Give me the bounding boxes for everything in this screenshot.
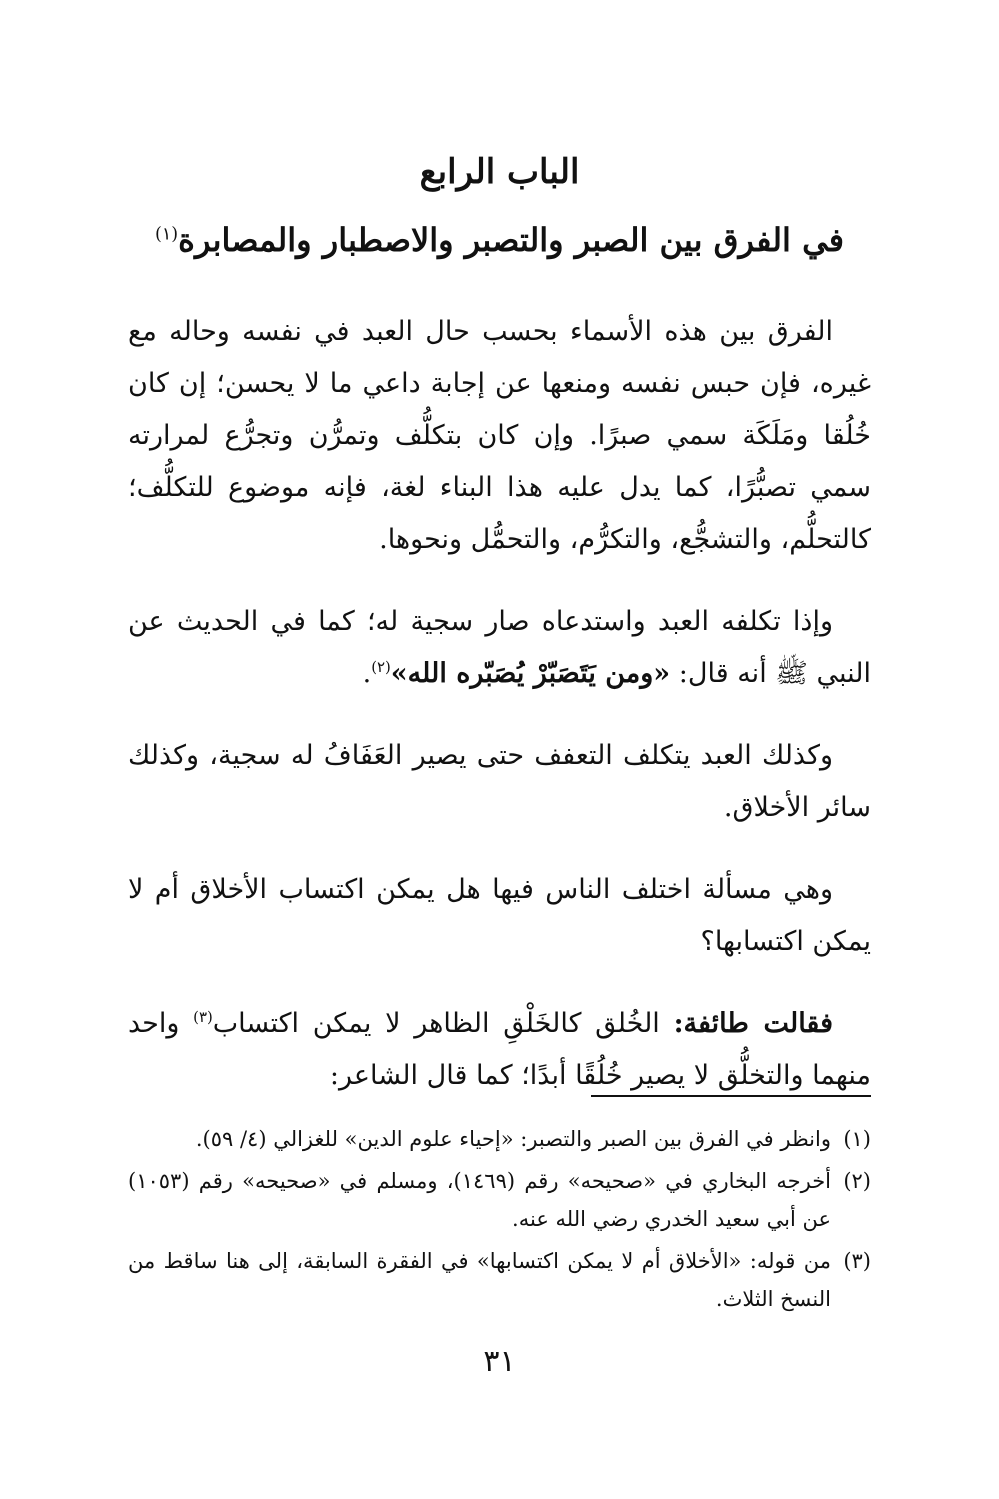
footnote-3	[128, 1242, 871, 1318]
footnote-number: (٣)	[843, 1249, 871, 1273]
footnote-ref-3[interactable]: (٣)	[193, 1008, 213, 1026]
footnote-divider	[591, 1095, 871, 1097]
footnote-text: وانظر في الفرق بين الصبر والتصبر: «إحياء علوم الدين» للغزالي (٤/ ٥٩).	[195, 1127, 831, 1151]
paragraph-2-end: .	[362, 658, 372, 689]
chapter-title: الباب الرابع	[419, 152, 580, 192]
footnote-ref-2[interactable]: (٢)	[371, 658, 391, 676]
footnote-text: من قوله: «الأخلاق أم لا يمكن اكتسابها» في الفقرة السابقة، إلى هنا ساقط من النسخ الثلاث.	[128, 1249, 831, 1311]
paragraph-5-lead: فقالت طائفة:	[673, 1008, 833, 1039]
hadith-quote: «ومن يَتَصَبّرْ يُصَبّره الله»	[390, 658, 671, 689]
paragraph-4: وهي مسألة اختلف الناس فيها هل يمكن اكتساب الأخلاق أم لا يمكن اكتسابها؟	[128, 874, 871, 957]
footnote-text: أخرجه البخاري في «صحيحه» رقم (١٤٦٩)، ومسلم في «صحيحه» رقم (١٠٥٣) عن أبي سعيد الخدري رضي الله عنه.	[128, 1169, 832, 1231]
chapter-subtitle	[120, 216, 879, 264]
footnote-number: (٢)	[843, 1169, 871, 1193]
paragraph-5-text: الخُلق كالخَلْقِ الظاهر لا يمكن اكتساب	[212, 1008, 674, 1039]
chapter-subtitle-text: في الفرق بين الصبر والتصبر والاصطبار والمصابرة	[178, 221, 845, 259]
paragraph-5	[128, 998, 871, 1102]
footnote-1	[128, 1120, 871, 1158]
footnote-2	[128, 1162, 871, 1238]
paragraph-3: وكذلك العبد يتكلف التعفف حتى يصير العَفَافُ له سجية، وكذلك سائر الأخلاق.	[128, 740, 871, 823]
paragraph-5-end: واحد منهما والتخلُّق لا يصير خُلُقًا أبدًا؛ كما قال الشاعر:	[128, 1008, 871, 1091]
page-number: ٣١	[483, 1344, 516, 1379]
body-text	[128, 306, 871, 1132]
paragraph-2-text: وإذا تكلفه العبد واستدعاه صار سجية له؛ كما في الحديث عن النبي ﷺ أنه قال:	[128, 606, 871, 689]
footnote-ref-1[interactable]: (١)	[154, 224, 179, 245]
paragraph-2	[128, 596, 871, 700]
footnotes	[128, 1120, 871, 1322]
paragraph-1: الفرق بين هذه الأسماء بحسب حال العبد في نفسه وحاله مع غيره، فإن حبس نفسه ومنعها عن إجابة داعي ما لا يحسن؛ إن كان خُلُقا ومَلَكَة سمي صبرًا. وإن كان بتكلُّف وتمرُّن وتجرُّع لمرارته سمي تصبُّرًا، كما يدل عليه هذا البناء لغة، فإنه موضوع للتكلُّف؛ كالتحلُّم، والتشجُّع، والتكرُّم، والتحمُّل ونحوها.	[128, 316, 871, 555]
footnote-number: (١)	[843, 1127, 871, 1151]
